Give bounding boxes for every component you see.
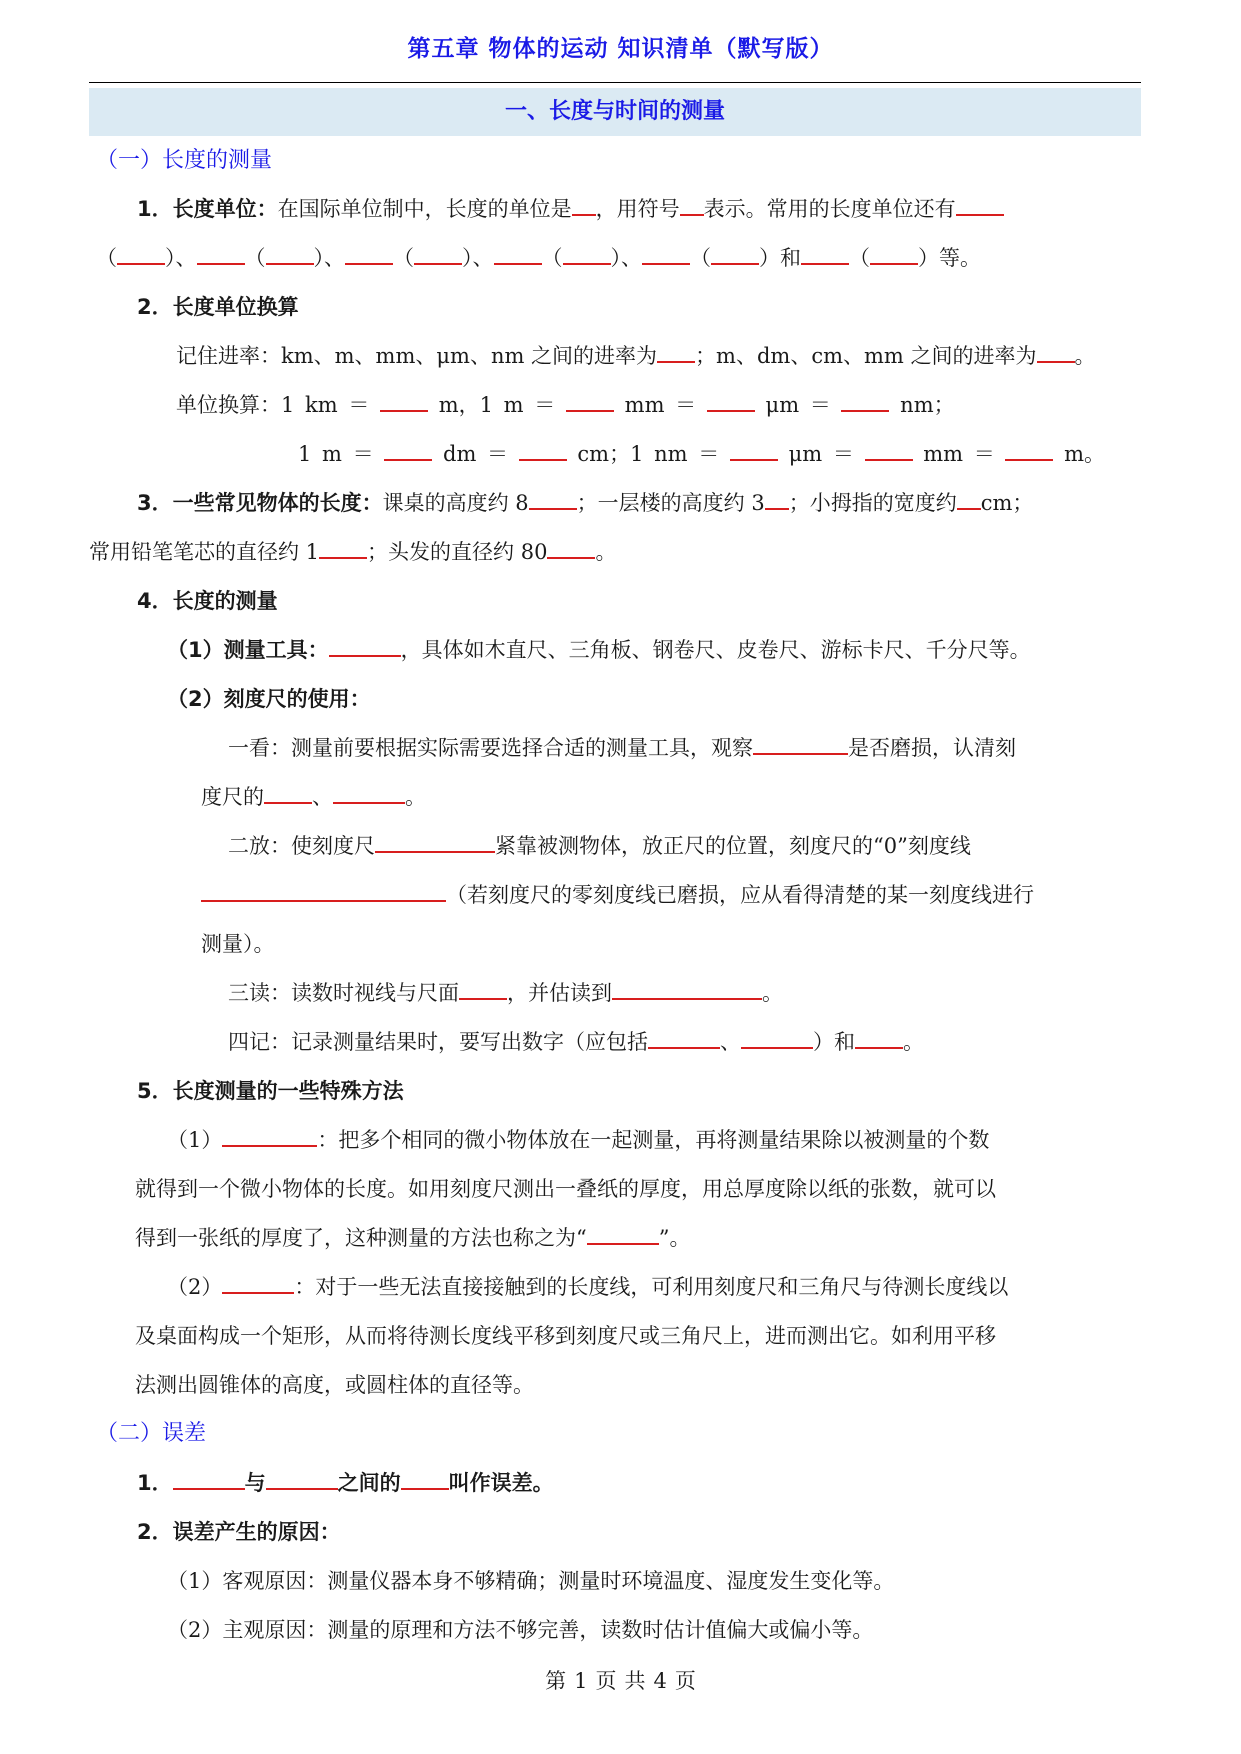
- place-line-3: 测量）。: [201, 932, 275, 956]
- text: （: [849, 246, 870, 270]
- fill-blank[interactable]: [680, 194, 704, 216]
- text: mm ＝: [624, 393, 697, 417]
- fill-blank[interactable]: [333, 782, 405, 804]
- text: （若刻度尺的零刻度线已磨损，应从看得清楚的某一刻度线进行: [446, 883, 1034, 907]
- item-2-conversion-1: [176, 390, 955, 420]
- item-4-heading: 4．长度的测量: [137, 589, 278, 613]
- text: 、: [312, 785, 333, 809]
- text: （1）: [167, 1128, 223, 1152]
- method-2-line-2: 及桌面构成一个矩形，从而将待测长度线平移到刻度尺或三角尺上，进而测出它。如利用平移: [135, 1324, 996, 1348]
- fill-blank[interactable]: [264, 782, 312, 804]
- text: 四记：记录测量结果时，要写出数字（应包括: [228, 1030, 648, 1054]
- text: ；小拇指的宽度约: [788, 491, 957, 515]
- fill-blank[interactable]: [865, 439, 913, 461]
- text: 1 m ＝: [298, 442, 374, 466]
- look-line-2: [201, 782, 426, 812]
- text: 。: [595, 540, 617, 564]
- text: 1．: [137, 1471, 173, 1495]
- text: cm；: [980, 491, 1034, 515]
- text: ）和: [759, 246, 801, 270]
- text: 三读：读数时视线与尺面: [228, 981, 459, 1005]
- fill-blank[interactable]: [380, 390, 428, 412]
- fill-blank[interactable]: [657, 341, 695, 363]
- fill-blank[interactable]: [870, 243, 918, 265]
- item-4-tool: [167, 635, 1031, 665]
- text: （: [96, 246, 117, 270]
- error-subjective-cause: （2）主观原因：测量的原理和方法不够完善，读数时估计值偏大或偏小等。: [167, 1618, 874, 1642]
- text: 。: [903, 1030, 924, 1054]
- text: 二放：使刻度尺: [228, 834, 375, 858]
- fill-blank[interactable]: [459, 978, 507, 1000]
- fill-blank[interactable]: [648, 1027, 720, 1049]
- fill-blank[interactable]: [957, 488, 981, 510]
- method-1-line-1: [167, 1125, 989, 1155]
- text: ，用符号: [595, 197, 680, 221]
- item-3-heading: 3．一些常见物体的长度：: [137, 491, 383, 515]
- text: 记住进率：km、m、mm、μm、nm 之间的进率为: [176, 344, 658, 368]
- fill-blank[interactable]: [319, 537, 367, 559]
- fill-blank[interactable]: [345, 243, 393, 265]
- text: 是否磨损，认清刻: [848, 736, 1016, 760]
- fill-blank[interactable]: [707, 390, 755, 412]
- fill-blank[interactable]: [222, 1125, 317, 1147]
- title-divider: [89, 82, 1141, 83]
- error-item-2-heading: 2．误差产生的原因：: [137, 1520, 341, 1544]
- fill-blank[interactable]: [117, 243, 165, 265]
- text: 常用铅笔笔芯的直径约 1: [89, 540, 320, 564]
- subsection-title-length: （一）长度的测量: [96, 148, 273, 173]
- text: 表示。常用的长度单位还有: [703, 197, 956, 221]
- text: 一看：测量前要根据实际需要选择合适的测量工具，观察: [228, 736, 753, 760]
- fill-blank[interactable]: [173, 1468, 245, 1490]
- fill-blank[interactable]: [1005, 439, 1053, 461]
- error-objective-cause: （1）客观原因：测量仪器本身不够精确；测量时环境温度、湿度发生变化等。: [167, 1569, 895, 1593]
- fill-blank[interactable]: [765, 488, 789, 510]
- fill-blank[interactable]: [547, 537, 595, 559]
- text: 叫作误差。: [448, 1471, 554, 1495]
- text: ）、: [313, 246, 345, 270]
- item-5-heading: 5．长度测量的一些特殊方法: [137, 1079, 404, 1103]
- text: ：把多个相同的微小物体放在一起测量，再将测量结果除以被测量的个数: [317, 1128, 990, 1152]
- fill-blank[interactable]: [642, 243, 690, 265]
- text: （: [244, 246, 266, 270]
- text: ”。: [658, 1226, 691, 1250]
- text: 。: [762, 981, 783, 1005]
- item-2-heading: 2．长度单位换算: [137, 295, 299, 319]
- text: ：对于一些无法直接接触到的长度线，可利用刻度尺和三角尺与待测长度线以: [294, 1275, 1009, 1299]
- fill-blank[interactable]: [529, 488, 577, 510]
- fill-blank[interactable]: [730, 439, 778, 461]
- fill-blank[interactable]: [401, 1468, 449, 1490]
- footer-text: 共: [624, 1669, 646, 1693]
- text: 度尺的: [201, 785, 264, 809]
- text: 。: [1074, 344, 1096, 368]
- footer-text: 第: [545, 1669, 567, 1693]
- text: 得到一张纸的厚度了，这种测量的方法也称之为“: [135, 1226, 587, 1250]
- section-heading: 一、长度与时间的测量: [89, 88, 1141, 136]
- fill-blank[interactable]: [753, 733, 848, 755]
- text: 单位换算：: [176, 393, 281, 417]
- text: 紧靠被测物体，放正尺的位置，刻度尺的“0”刻度线: [495, 834, 971, 858]
- fill-blank[interactable]: [266, 1468, 338, 1490]
- text: 之间的: [337, 1471, 401, 1495]
- item-3-line-1: [137, 488, 1033, 518]
- text: ）和: [813, 1030, 855, 1054]
- error-item-1: [137, 1468, 554, 1498]
- text: ）、: [462, 246, 494, 270]
- fill-blank[interactable]: [801, 243, 849, 265]
- text: m，1 m ＝: [438, 393, 556, 417]
- text: （: [393, 246, 414, 270]
- method-1-line-3: [135, 1223, 690, 1253]
- place-line-1: [228, 831, 971, 861]
- fill-blank[interactable]: [572, 194, 596, 216]
- text: 课桌的高度约 8: [382, 491, 529, 515]
- text: （: [690, 246, 711, 270]
- text: ）、: [610, 246, 642, 270]
- text: μm ＝: [765, 393, 831, 417]
- fill-blank[interactable]: [855, 1027, 903, 1049]
- page-footer: [0, 1665, 1241, 1695]
- look-line-1: [228, 733, 1016, 763]
- text: dm ＝: [443, 442, 509, 466]
- fill-blank[interactable]: [494, 243, 542, 265]
- item-3-line-2: [89, 537, 616, 567]
- item-4-ruler-use-heading: （2）刻度尺的使用：: [167, 687, 371, 711]
- fill-blank[interactable]: [519, 439, 567, 461]
- fill-blank[interactable]: [566, 390, 614, 412]
- read-line: [228, 978, 783, 1008]
- text: 在国际单位制中，长度的单位是: [277, 197, 572, 221]
- item-1-line-1: [137, 194, 1004, 224]
- text: 1 km ＝: [281, 393, 370, 417]
- fill-blank[interactable]: [563, 243, 611, 265]
- footer-text: 页: [595, 1669, 617, 1693]
- item-2-note: [176, 341, 1096, 371]
- fill-blank[interactable]: [414, 243, 462, 265]
- text: μm ＝: [788, 442, 854, 466]
- fill-blank[interactable]: [266, 243, 314, 265]
- fill-blank[interactable]: [711, 243, 759, 265]
- method-1-line-2: 就得到一个微小物体的长度。如用刻度尺测出一叠纸的厚度，用总厚度除以纸的张数，就可以: [135, 1177, 996, 1201]
- fill-blank[interactable]: [329, 635, 401, 657]
- method-2-line-1: [167, 1272, 1008, 1302]
- text: （: [541, 246, 563, 270]
- fill-blank[interactable]: [384, 439, 432, 461]
- fill-blank[interactable]: [197, 243, 245, 265]
- item-1-heading: 1．长度单位：: [137, 197, 278, 221]
- page-number: 1: [574, 1669, 588, 1693]
- text: ）、: [165, 246, 197, 270]
- text: 、: [720, 1030, 741, 1054]
- text: 。: [405, 785, 426, 809]
- fill-blank[interactable]: [841, 390, 889, 412]
- place-line-2: [201, 880, 1034, 910]
- record-line: [228, 1027, 924, 1057]
- document-title: 第五章 物体的运动 知识清单（默写版）: [407, 36, 834, 62]
- subsection-title-error: （二）误差: [96, 1421, 207, 1446]
- text: ，具体如木直尺、三角板、钢卷尺、皮卷尺、游标卡尺、千分尺等。: [400, 638, 1031, 662]
- text: ；一层楼的高度约 3: [576, 491, 765, 515]
- footer-text: 页: [674, 1669, 696, 1693]
- text: ；m、dm、cm、mm 之间的进率为: [695, 344, 1037, 368]
- fill-blank[interactable]: [587, 1223, 659, 1245]
- text: 与: [244, 1471, 266, 1495]
- text: ）等。: [918, 246, 981, 270]
- item-2-conversion-2: [298, 439, 1105, 469]
- method-2-line-3: 法测出圆锥体的高度，或圆柱体的直径等。: [135, 1373, 534, 1397]
- text: （1）测量工具：: [167, 638, 329, 662]
- fill-blank[interactable]: [201, 880, 446, 902]
- text: ，并估读到: [507, 981, 612, 1005]
- text: ；头发的直径约 80: [367, 540, 548, 564]
- fill-blank[interactable]: [222, 1272, 294, 1294]
- text: mm ＝: [923, 442, 995, 466]
- fill-blank[interactable]: [1037, 341, 1075, 363]
- fill-blank[interactable]: [612, 978, 762, 1000]
- page-total: 4: [653, 1669, 667, 1693]
- text: nm；: [900, 393, 955, 417]
- text: m。: [1064, 442, 1106, 466]
- text: cm；1 nm ＝: [577, 442, 720, 466]
- fill-blank[interactable]: [375, 831, 495, 853]
- text: （2）: [167, 1275, 223, 1299]
- fill-blank[interactable]: [956, 194, 1004, 216]
- item-1-line-2: [96, 243, 981, 273]
- fill-blank[interactable]: [741, 1027, 813, 1049]
